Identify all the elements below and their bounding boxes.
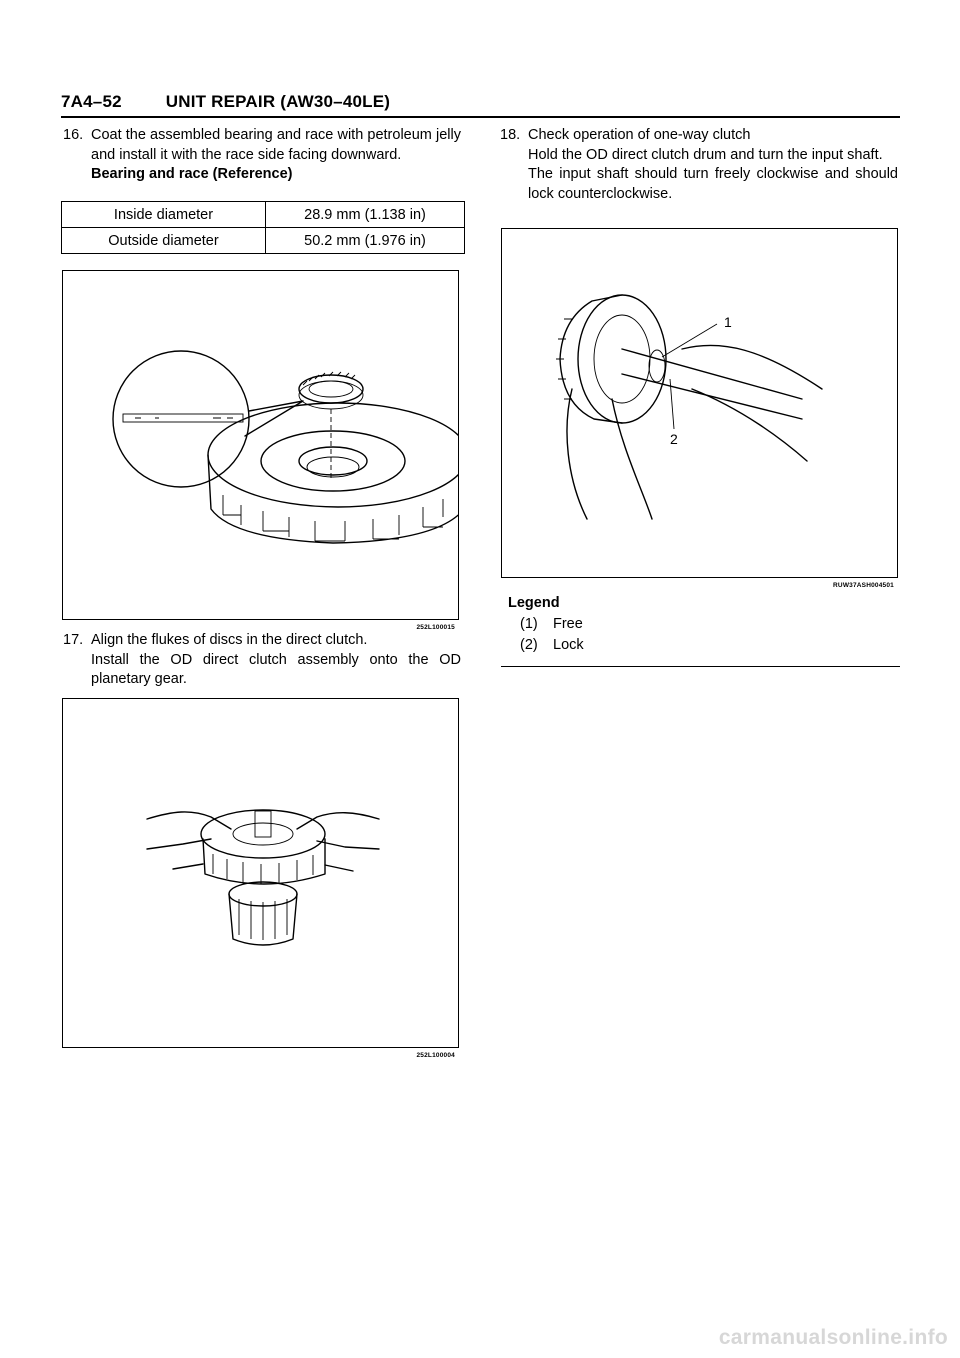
one-way-clutch-illustration — [502, 229, 897, 577]
step-number: 18. — [500, 127, 521, 143]
spec-title: Bearing and race (Reference) — [91, 166, 293, 182]
spec-label: Outside diameter — [62, 228, 266, 254]
step-18 — [500, 126, 898, 204]
legend — [508, 593, 888, 656]
table-row — [62, 202, 465, 228]
section-code: 7A4–52 — [61, 92, 122, 111]
bearing-race-illustration — [63, 271, 458, 619]
step-17 — [63, 631, 461, 690]
spec-value: 50.2 mm (1.976 in) — [266, 228, 465, 254]
legend-key: (2) — [520, 637, 538, 653]
table-row — [62, 228, 465, 254]
step-number: 16. — [63, 127, 84, 143]
figure-code: 252L100015 — [416, 624, 455, 631]
step-text: The input shaft should turn freely clockwise and should lock counterclockwise. — [528, 166, 898, 202]
page-title: UNIT REPAIR (AW30–40LE) — [165, 92, 391, 111]
callout-2: 2 — [670, 431, 678, 447]
legend-title: Legend — [508, 595, 560, 611]
legend-item — [508, 614, 888, 635]
clutch-install-illustration — [63, 699, 458, 1047]
step-text: Align the flukes of discs in the direct clutch. — [91, 632, 368, 648]
figure-bearing-race — [62, 270, 459, 631]
step-text: Coat the assembled bearing and race with petroleum jelly and install it with the race side facing downward. — [91, 127, 461, 163]
spec-label: Inside diameter — [62, 202, 266, 228]
step-number: 17. — [63, 632, 84, 648]
step-text: Check operation of one-way clutch — [528, 127, 751, 143]
legend-key: (1) — [520, 616, 538, 632]
figure-od-clutch-install — [62, 698, 459, 1059]
callout-1: 1 — [724, 314, 732, 330]
legend-label: Lock — [553, 637, 584, 653]
figure-code: RUW37ASH004501 — [833, 582, 894, 589]
step-text: Install the OD direct clutch assembly onto the OD planetary gear. — [91, 651, 461, 687]
spec-table — [61, 201, 465, 254]
step-16 — [63, 126, 461, 185]
step-text: Hold the OD direct clutch drum and turn the input shaft. — [528, 146, 883, 163]
spec-value: 28.9 mm (1.138 in) — [266, 202, 465, 228]
figure-code: 252L100004 — [416, 1052, 455, 1059]
header-rule — [61, 116, 900, 118]
legend-label: Free — [553, 616, 583, 632]
legend-item — [508, 635, 888, 656]
watermark: carmanualsonline.info — [718, 1326, 948, 1349]
page-header — [61, 92, 390, 112]
legend-rule — [501, 666, 900, 667]
figure-one-way-clutch — [501, 228, 898, 589]
